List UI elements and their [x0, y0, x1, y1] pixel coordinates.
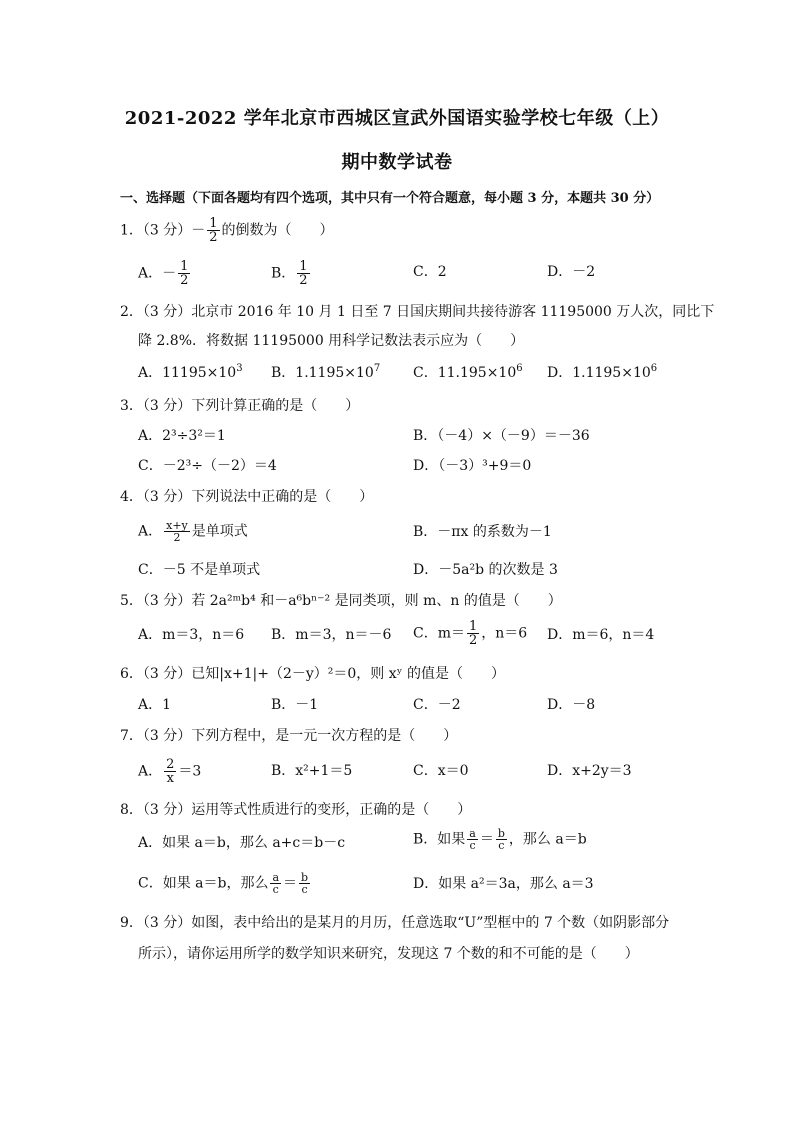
question-3-option-a[interactable]: A．2³÷3²＝1 [138, 428, 226, 444]
question-2-stem-line1: 2．（3 分）北京市 2016 年 10 月 1 日至 7 日国庆期间共接待游客 11195000 万人次，同比下 [120, 304, 715, 320]
question-8-option-b[interactable]: B．如果 $\frac{a}{c}$ ＝ $\frac{b}{c}$ ，那么 a＝b [413, 827, 587, 852]
question-1-option-a[interactable]: A．－ $\frac{1}{2}$ [138, 259, 189, 288]
section-heading: 一、选择题（下面各题均有四个选项，其中只有一个符合题意，每小题 3 分，本题共 30 分） [120, 191, 660, 206]
question-2-option-a[interactable]: A．$11195\times 10^3$ [138, 363, 243, 381]
question-3-option-d[interactable]: D．（－3）³+9＝0 [413, 458, 532, 474]
question-7-option-c[interactable]: C．x＝0 [413, 763, 469, 779]
question-3-stem: 3．（3 分）下列计算正确的是（ ） [120, 398, 360, 414]
question-4-option-d[interactable]: D．－5a²b 的次数是 3 [413, 562, 558, 578]
question-6-option-c[interactable]: C．－2 [413, 697, 461, 713]
question-9-stem-line1: 9．（3 分）如图，表中给出的是某月的月历，任意选取“U”型框中的 7 个数（如阴影部分 [120, 915, 670, 931]
question-8-option-d[interactable]: D．如果 a²＝3a，那么 a＝3 [413, 876, 594, 892]
question-7-option-d[interactable]: D．x+2y＝3 [547, 763, 632, 779]
question-7-stem: 7．（3 分）下列方程中，是一元一次方程的是（ ） [120, 728, 458, 744]
question-1-option-c[interactable]: C．2 [413, 264, 447, 280]
question-6-option-a[interactable]: A．1 [138, 697, 172, 713]
question-2-option-d[interactable]: D．$1.1195\times 10^6$ [547, 363, 658, 381]
question-5-option-b[interactable]: B．m＝3，n＝－6 [271, 627, 392, 643]
question-4-option-a[interactable]: A． $\frac{x+y}{2}$ 是单项式 [138, 519, 248, 544]
fraction: $\frac{1}{2}$ [209, 216, 218, 245]
question-1-stem: 1．（3 分）－ $\frac{1}{2}$ 的倒数为（ ） [120, 216, 334, 245]
question-5-option-d[interactable]: D．m＝6，n＝4 [547, 627, 655, 643]
question-2-option-c[interactable]: C．$11.195\times 10^6$ [413, 363, 523, 381]
question-6-option-d[interactable]: D．－8 [547, 697, 596, 713]
question-2-stem-line2: 降 2.8%．将数据 11195000 用科学记数法表示应为（ ） [138, 333, 525, 349]
exam-subtitle: 期中数学试卷 [341, 152, 453, 173]
question-5-stem: 5．（3 分）若 2a²ᵐb⁴ 和－a⁶bⁿ⁻² 是同类项，则 m、n 的值是（ ） [120, 593, 562, 609]
question-3-option-b[interactable]: B．（－4）×（－9）＝－36 [413, 428, 590, 444]
question-5-option-c[interactable]: C．m＝ $\frac{1}{2}$ ，n＝6 [413, 619, 528, 648]
question-8-option-a[interactable]: A．如果 a＝b，那么 a+c＝b－c [138, 835, 346, 851]
question-8-stem: 8．（3 分）运用等式性质进行的变形，正确的是（ ） [120, 802, 472, 818]
question-5-option-a[interactable]: A．m＝3，n＝6 [138, 627, 245, 643]
question-6-option-b[interactable]: B．－1 [271, 697, 319, 713]
question-4-option-b[interactable]: B．－πx 的系数为－1 [413, 524, 552, 540]
question-7-option-b[interactable]: B．x²+1＝5 [271, 763, 353, 779]
question-4-option-c[interactable]: C．－5 不是单项式 [138, 562, 261, 578]
question-4-stem: 4．（3 分）下列说法中正确的是（ ） [120, 489, 374, 505]
question-2-option-b[interactable]: B．$1.1195\times 10^7$ [271, 363, 381, 381]
question-9-stem-line2: 所示），请你运用所学的数学知识来研究，发现这 7 个数的和不可能的是（ ） [138, 946, 639, 962]
question-7-option-a[interactable]: A． $\frac{2}{x}$ ＝3 [138, 757, 202, 786]
question-1-option-d[interactable]: D．－2 [547, 264, 596, 280]
question-3-option-c[interactable]: C．－2³÷（－2）＝4 [138, 458, 277, 474]
exam-title: 2021-2022 学年北京市西城区宣武外国语实验学校七年级（上） [124, 108, 670, 129]
question-1-option-b[interactable]: B． $\frac{1}{2}$ [271, 259, 308, 288]
question-8-option-c[interactable]: C．如果 a＝b，那么 $\frac{a}{c}$ ＝ $\frac{b}{c}$ [138, 871, 309, 896]
question-6-stem: 6．（3 分）已知|x+1|+（2－y）²＝0，则 xʸ 的值是（ ） [120, 666, 506, 682]
